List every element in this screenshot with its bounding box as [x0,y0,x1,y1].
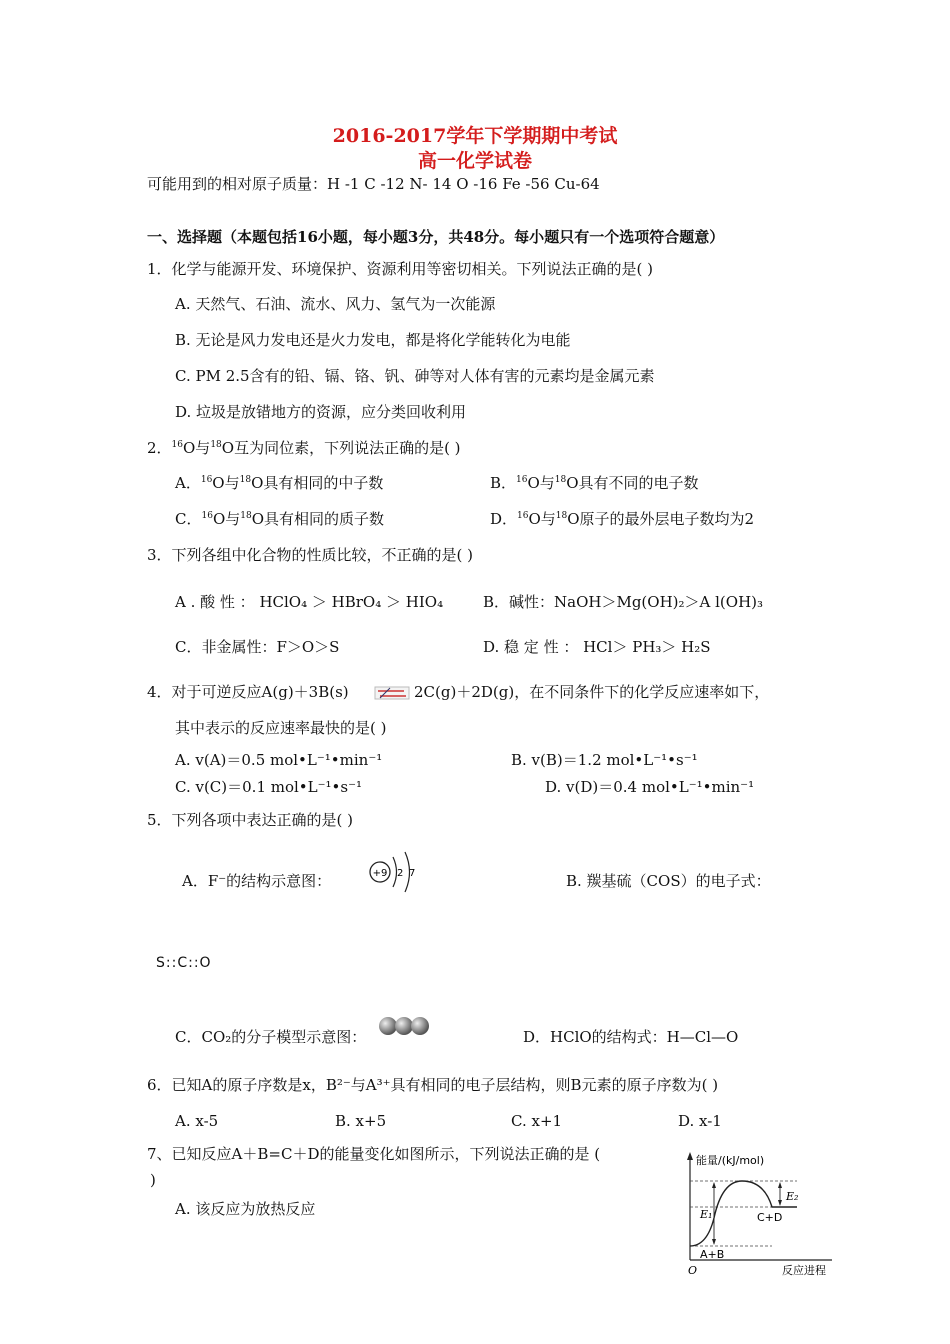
question-4-stem-a: 4．对于可逆反应A(g)＋3B(s) [147,683,349,701]
energy-diagram [672,1148,842,1278]
question-2-option-a: A．$^{16}$O与$^{18}$O具有相同的中子数 [175,474,384,492]
x-axis-label: 反应进程 [782,1264,826,1277]
reversible-arrow-icon [374,684,410,702]
question-4-stem-2: 其中表示的反应速率最快的是( ) [175,719,387,737]
question-4-option-b: B. v(B)＝1.2 mol•L⁻¹•s⁻¹ [511,751,698,769]
question-7-option-a: A. 该反应为放热反应 [175,1200,316,1218]
e1-label: E₁ [700,1208,713,1221]
atomic-masses: 可能用到的相对原子质量：H -1 C -12 N- 14 O -16 Fe -56 Cu-64 [147,175,600,193]
question-3-option-c: C．非金属性：F＞O＞S [175,638,340,656]
question-5-option-a: A．F⁻的结构示意图： [182,872,332,890]
question-5-option-b: B. 羰基硫（COS）的电子式： [566,872,771,890]
reactants-label: A+B [700,1248,725,1261]
shell-2-label: 7 [409,868,416,879]
question-5-stem: 5．下列各项中表达正确的是( ) [147,811,354,829]
question-5-option-d: D．HClO的结构式：H—Cl—O [523,1028,739,1046]
co2-model-icon [378,1014,432,1038]
question-6-stem: 6．已知A的原子序数是x，B²⁻与A³⁺具有相同的电子层结构，则B元素的原子序数为( ) [147,1076,719,1094]
fluoride-ion-structure-diagram [362,847,428,897]
y-axis-label: 能量/(kJ/mol) [696,1154,765,1167]
question-1-option-b: B. 无论是风力发电还是火力发电，都是将化学能转化为电能 [175,331,571,349]
question-1-option-d: D. 垃圾是放错地方的资源，应分类回收利用 [175,403,467,421]
question-4-stem-b: 2C(g)＋2D(g)，在不同条件下的化学反应速率如下， [414,683,770,701]
question-2-option-d: D．$^{16}$O与$^{18}$O原子的最外层电子数均为2 [490,510,755,528]
question-3-stem: 3．下列各组中化合物的性质比较，不正确的是( ) [147,546,474,564]
question-1-option-c: C. PM 2.5含有的铅、镉、铬、钒、砷等对人体有害的元素均是金属元素 [175,367,655,385]
question-1-stem: 1．化学与能源开发、环境保护、资源利用等密切相关。下列说法正确的是( ) [147,260,654,278]
question-3-option-b: B．碱性：NaOH＞Mg(OH)₂＞A l(OH)₃ [483,593,764,611]
e2-label: E₂ [786,1190,799,1203]
question-6-option-c: C. x+1 [511,1112,563,1130]
products-label: C+D [757,1211,783,1224]
exam-subtitle: 高一化学试卷 [417,150,532,172]
exam-title: 2016-2017学年下学期期中考试 [332,125,618,147]
question-6-option-b: B. x+5 [335,1112,387,1130]
question-7-stem-end: ) [150,1171,156,1189]
origin-label: O [688,1264,698,1277]
shell-1-label: 2 [397,868,404,879]
section-heading: 一、选择题（本题包括16小题，每小题3分，共48分。每小题只有一个选项符合题意） [147,228,725,246]
question-1-option-a: A. 天然气、石油、流水、风力、氢气为一次能源 [175,295,496,313]
question-2-option-c: C．$^{16}$O与$^{18}$O具有相同的质子数 [175,510,385,528]
question-7-stem: 7、已知反应A＋B=C＋D的能量变化如图所示，下列说法正确的是 ( [147,1145,601,1163]
question-4-option-a: A. v(A)＝0.5 mol•L⁻¹•min⁻¹ [175,751,383,769]
question-2-stem: 2．$^{16}$O与$^{18}$O互为同位素，下列说法正确的是( ) [147,439,461,457]
question-3-option-a: A . 酸 性 ： HClO₄ ＞ HBrO₄ ＞ HIO₄ [175,593,444,611]
question-3-option-d: D. 稳 定 性 ： HCl＞ PH₃＞ H₂S [483,638,711,656]
question-5-option-c: C．CO₂的分子模型示意图： [175,1028,367,1046]
question-6-option-d: D. x-1 [678,1112,722,1130]
cos-electron-formula: S::C::O [156,955,212,971]
question-2-option-b: B．$^{16}$O与$^{18}$O具有不同的电子数 [490,474,699,492]
question-4-option-c: C. v(C)＝0.1 mol•L⁻¹•s⁻¹ [175,778,363,796]
question-4-option-d: D. v(D)＝0.4 mol•L⁻¹•min⁻¹ [545,778,755,796]
nucleus-label: +9 [372,868,388,879]
question-6-option-a: A. x-5 [175,1112,219,1130]
